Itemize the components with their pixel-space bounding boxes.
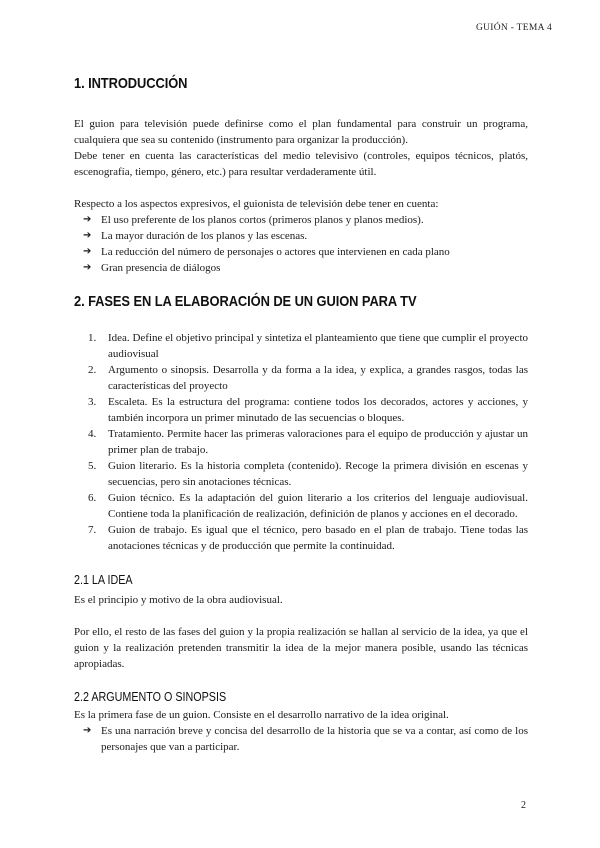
list-item: ➔ La reducción del número de personajes o actores que intervienen en cada plano	[83, 246, 450, 258]
phases-list	[74, 330, 528, 554]
idea-paragraph-1: Es el principio y motivo de la obra audiovisual.	[74, 594, 283, 606]
list-item: 5. Guion literario. Es la historia completa (contenido). Recoge la primera división en escenas y secuencias, pero sin anotaciones técnicas.	[88, 460, 528, 488]
list-item: ➔ Es una narración breve y concisa del desarrollo de la historia que se va a contar, así como de los personajes que van a participar.	[83, 725, 528, 753]
list-item: 4. Tratamiento. Permite hacer las primeras valoraciones para el equipo de producción y ajustar un primer plan de trabajo.	[88, 428, 528, 456]
synopsis-list	[74, 723, 528, 755]
intro-paragraph-3: Respecto a los aspectos expresivos, el guionista de televisión debe tener en cuenta:	[74, 198, 439, 210]
page-number: 2	[521, 800, 526, 811]
page-content	[74, 64, 528, 755]
synopsis-paragraph-1: Es la primera fase de un guion. Consiste en el desarrollo narrativo de la idea original.	[74, 709, 449, 721]
arrow-bullet-icon: ➔	[83, 230, 92, 241]
arrow-bullet-icon: ➔	[83, 246, 92, 257]
section-1-heading: 1. INTRODUCCIÓN	[74, 75, 188, 92]
arrow-bullet-icon: ➔	[83, 262, 92, 273]
list-item: ➔ Gran presencia de diálogos	[83, 262, 221, 274]
expressive-aspects-list	[74, 212, 528, 276]
list-item: 2. Argumento o sinopsis. Desarrolla y da forma a la idea, y explica, a grandes rasgos, todas las características del proyecto	[88, 364, 528, 392]
list-item: ➔ El uso preferente de los planos cortos (primeros planos y planos medios).	[83, 214, 424, 226]
arrow-bullet-icon: ➔	[83, 214, 92, 225]
section-2-heading: 2. FASES EN LA ELABORACIÓN DE UN GUION PARA TV	[74, 293, 417, 310]
list-item: 6. Guion técnico. Es la adaptación del guion literario a los criterios del lenguaje audiovisual. Contiene toda la planificación de realización, definición de planos y acciones en el decorado.	[88, 492, 528, 520]
intro-paragraph-1: El guion para televisión puede definirse como el plan fundamental para construir un programa, cualquiera que sea su contenido (instrumento para organizar la producción).	[74, 118, 528, 146]
section-2-2-heading: 2.2 ARGUMENTO O SINOPSIS	[74, 690, 227, 704]
list-item: 7. Guion de trabajo. Es igual que el técnico, pero basado en el plan de trabajo. Tiene todas las anotaciones técnicas y de producción que permite la continuidad.	[88, 524, 528, 552]
intro-paragraph-2: Debe tener en cuenta las características del medio televisivo (controles, equipos técnicos, platós, escenografía, tiempo, género, etc.) para resultar verdaderamente útil.	[74, 150, 528, 178]
list-item: 1. Idea. Define el objetivo principal y sintetiza el planteamiento que tiene que cumplir el proyecto audiovisual	[88, 332, 528, 360]
list-item: ➔ La mayor duración de los planos y las escenas.	[83, 230, 308, 242]
idea-paragraph-2: Por ello, el resto de las fases del guion y la propia realización se hallan al servicio de la idea, ya que el guion y la realización pretenden transmitir la idea de la mejor manera posible, usando las técnicas apropiadas.	[74, 626, 528, 670]
section-2-1-heading: 2.1 LA IDEA	[74, 573, 133, 587]
running-header: GUIÓN - TEMA 4	[475, 23, 552, 33]
arrow-bullet-icon: ➔	[83, 725, 92, 736]
list-item: 3. Escaleta. Es la estructura del programa: contiene todos los decorados, actores y acciones, y también incorpora un primer minutado de las secuencias o bloques.	[88, 396, 528, 424]
